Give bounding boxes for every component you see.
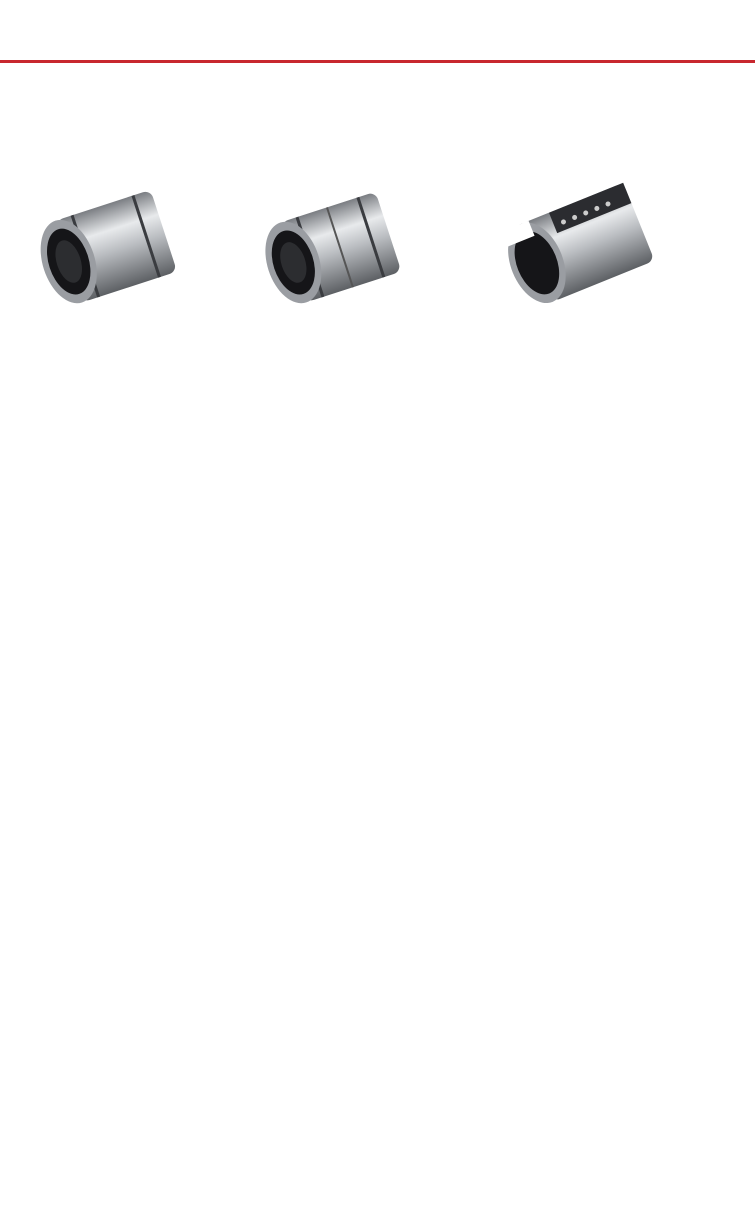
bearing-lm-op-image (494, 176, 674, 316)
bearing-lm-aj-image (252, 182, 412, 322)
bearing-lm-image (28, 178, 188, 328)
header-rule (0, 60, 755, 63)
